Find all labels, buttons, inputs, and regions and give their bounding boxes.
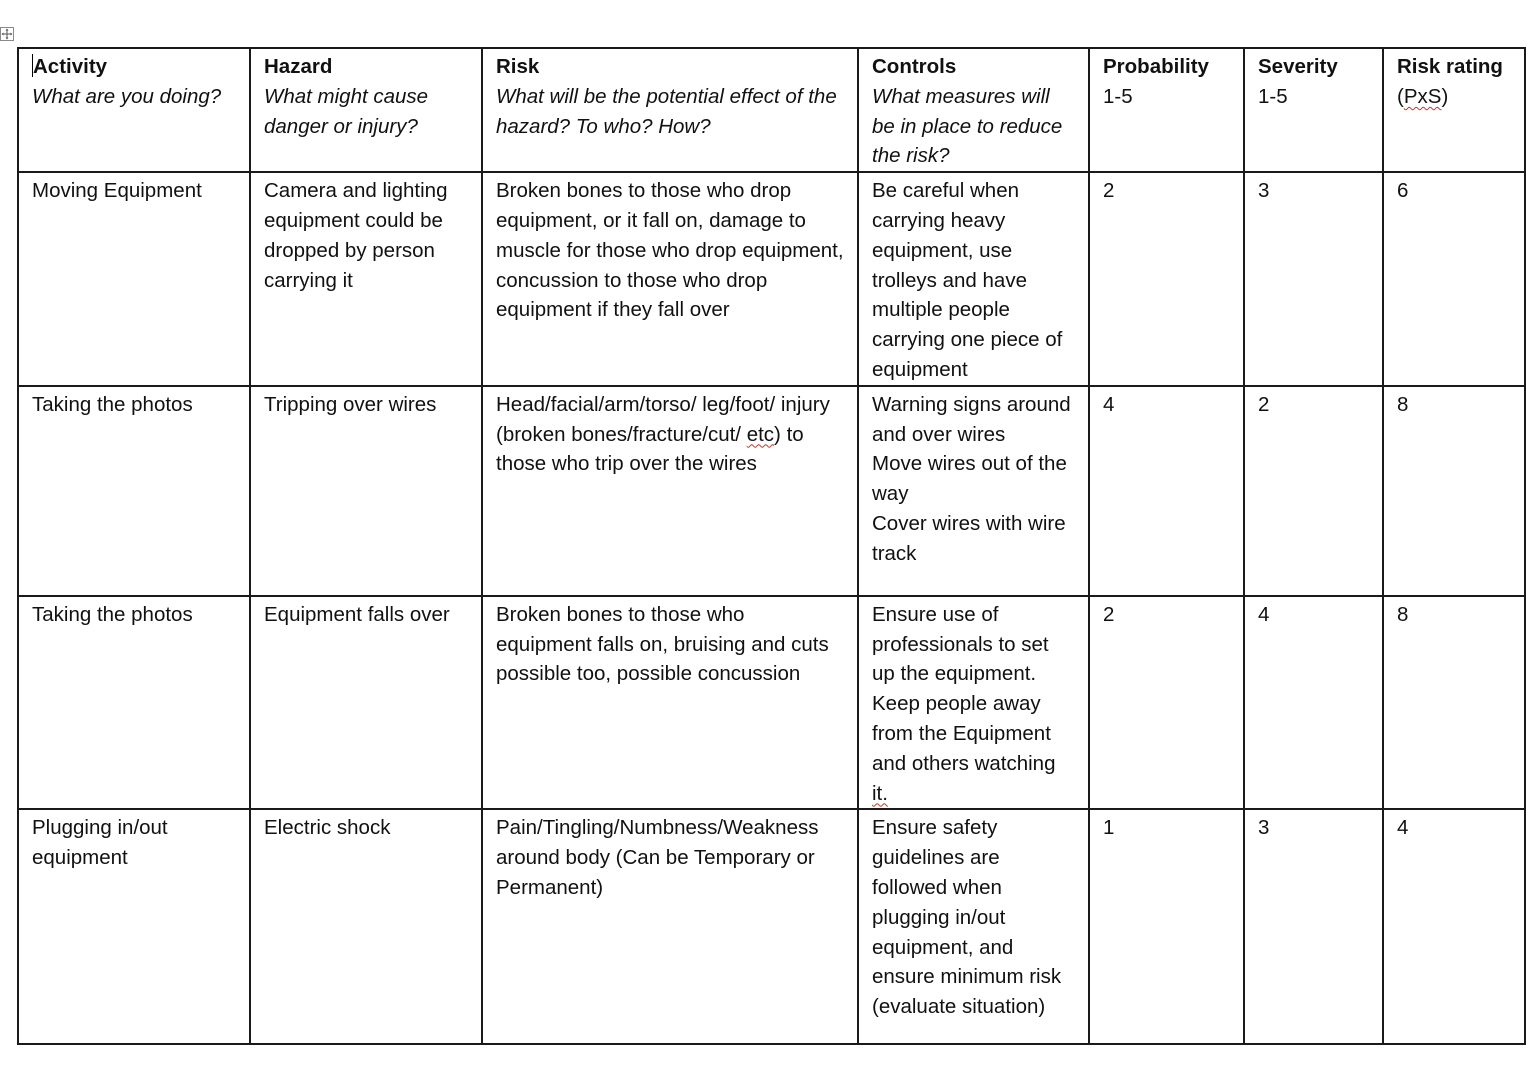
header-title: Severity	[1258, 55, 1338, 78]
cell-controls[interactable]	[858, 596, 1089, 810]
header-subtitle: What will be the potential effect of the hazard? To who? How?	[496, 84, 837, 138]
table-row	[18, 809, 1525, 1044]
header-risk-rating[interactable]	[1383, 48, 1525, 172]
cell-risk[interactable]	[482, 386, 858, 596]
table-row	[18, 386, 1525, 596]
control-text: Keep people away from the Equipment and others watching	[872, 692, 1056, 775]
header-subtitle: What are you doing?	[32, 84, 222, 108]
control-line: Cover wires with wire track	[872, 511, 1066, 565]
cell-probability[interactable]: 2	[1089, 596, 1244, 810]
cell-controls[interactable]	[858, 172, 1089, 386]
cell-hazard[interactable]: Equipment falls over	[250, 596, 482, 810]
cell-activity[interactable]: Plugging in/out equipment	[18, 809, 250, 1044]
cell-probability[interactable]: 1	[1089, 809, 1244, 1044]
cell-risk-rating[interactable]: 8	[1383, 596, 1525, 810]
cell-risk[interactable]: Broken bones to those who equipment falls on, bruising and cuts possible too, possible concussion	[482, 596, 858, 810]
table-row	[18, 172, 1525, 386]
control-line	[872, 689, 1076, 808]
cell-severity[interactable]: 2	[1244, 386, 1383, 596]
header-subtitle: What measures will be in place to reduce the risk?	[872, 84, 1063, 168]
header-risk[interactable]	[482, 48, 858, 172]
spellcheck-word[interactable]: PxS	[1403, 84, 1442, 108]
cell-severity[interactable]: 4	[1244, 596, 1383, 810]
control-line: Be careful when carrying heavy equipment, use trolleys and have multiple people carrying one piece of equipment	[872, 179, 1063, 381]
cell-hazard[interactable]: Camera and lighting equipment could be dropped by person carrying it	[250, 172, 482, 386]
cell-risk-rating[interactable]: 6	[1383, 172, 1525, 386]
header-hazard[interactable]	[250, 48, 482, 172]
cell-probability[interactable]: 4	[1089, 386, 1244, 596]
cell-severity[interactable]: 3	[1244, 809, 1383, 1044]
cell-severity[interactable]: 3	[1244, 172, 1383, 386]
header-severity[interactable]	[1244, 48, 1383, 172]
header-title: Risk	[496, 55, 540, 78]
cell-activity[interactable]: Taking the photos	[18, 596, 250, 810]
spellcheck-word[interactable]: etc	[746, 422, 775, 446]
control-line: Move wires out of the way	[872, 452, 1067, 506]
control-line: Ensure safety guidelines are followed when plugging in/out equipment, and ensure minimum risk (evaluate situation)	[872, 816, 1062, 1019]
header-subtitle	[1397, 82, 1512, 112]
table-row	[18, 596, 1525, 810]
risk-text: ) to those who trip over the wires	[496, 422, 804, 476]
header-activity[interactable]	[18, 48, 250, 172]
cell-activity[interactable]: Taking the photos	[18, 386, 250, 596]
cell-hazard[interactable]: Tripping over wires	[250, 386, 482, 596]
paren-open: (	[1397, 84, 1404, 108]
cell-risk[interactable]: Pain/Tingling/Numbness/Weakness around body (Can be Temporary or Permanent)	[482, 809, 858, 1044]
header-controls[interactable]	[858, 48, 1089, 172]
header-probability[interactable]	[1089, 48, 1244, 172]
cell-probability[interactable]: 2	[1089, 172, 1244, 386]
cell-risk-rating[interactable]: 8	[1383, 386, 1525, 596]
cell-controls[interactable]	[858, 809, 1089, 1044]
control-line: Warning signs around and over wires	[872, 392, 1071, 446]
cell-risk[interactable]: Broken bones to those who drop equipment, or it fall on, damage to muscle for those who drop equipment, concussion to those who drop equipment if they fall over	[482, 172, 858, 386]
paren-close: )	[1441, 84, 1449, 108]
header-row	[18, 48, 1525, 172]
cell-activity[interactable]: Moving Equipment	[18, 172, 250, 386]
header-title: Activity	[33, 55, 108, 78]
header-subtitle: What might cause danger or injury?	[264, 84, 429, 138]
cell-controls[interactable]	[858, 386, 1089, 596]
header-title: Risk rating	[1397, 55, 1503, 78]
header-subtitle: 1-5	[1258, 84, 1288, 108]
risk-assessment-table	[17, 47, 1526, 1045]
risk-text: Head/facial/arm/torso/ leg/foot/ injury (broken bones/fracture/cut/	[496, 392, 830, 446]
cell-risk-rating[interactable]: 4	[1383, 809, 1525, 1044]
header-subtitle: 1-5	[1103, 84, 1133, 108]
header-title: Hazard	[264, 55, 333, 78]
table-move-handle-icon[interactable]	[0, 27, 14, 41]
control-line: Ensure use of professionals to set up the equipment.	[872, 602, 1049, 686]
spellcheck-word[interactable]: it.	[872, 781, 888, 805]
header-title: Controls	[872, 55, 957, 78]
header-title: Probability	[1103, 55, 1209, 78]
cell-hazard[interactable]: Electric shock	[250, 809, 482, 1044]
